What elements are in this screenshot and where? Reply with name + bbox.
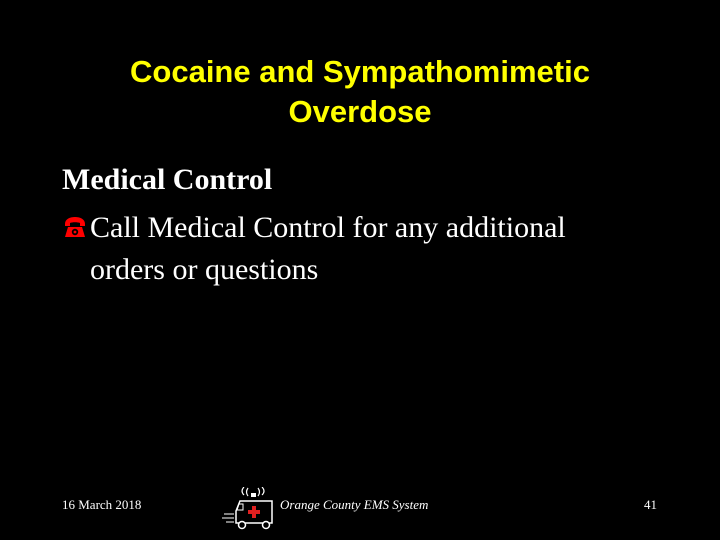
section-heading: Medical Control — [62, 163, 273, 196]
slide-title-line1: Cocaine and Sympathomimetic — [130, 54, 590, 89]
page-number: 41 — [644, 497, 657, 512]
slide-title — [40, 52, 680, 132]
footer-organization: Orange County EMS System — [280, 497, 429, 512]
ambulance-icon — [222, 487, 280, 531]
bullet-text-line1: Call Medical Control for any additional — [90, 211, 566, 244]
bullet-text-line2: orders or questions — [90, 253, 319, 286]
telephone-icon — [62, 214, 88, 240]
bullet-item — [62, 207, 662, 291]
slide-title-line2: Overdose — [288, 94, 432, 129]
footer-date: 16 March 2018 — [62, 497, 142, 512]
